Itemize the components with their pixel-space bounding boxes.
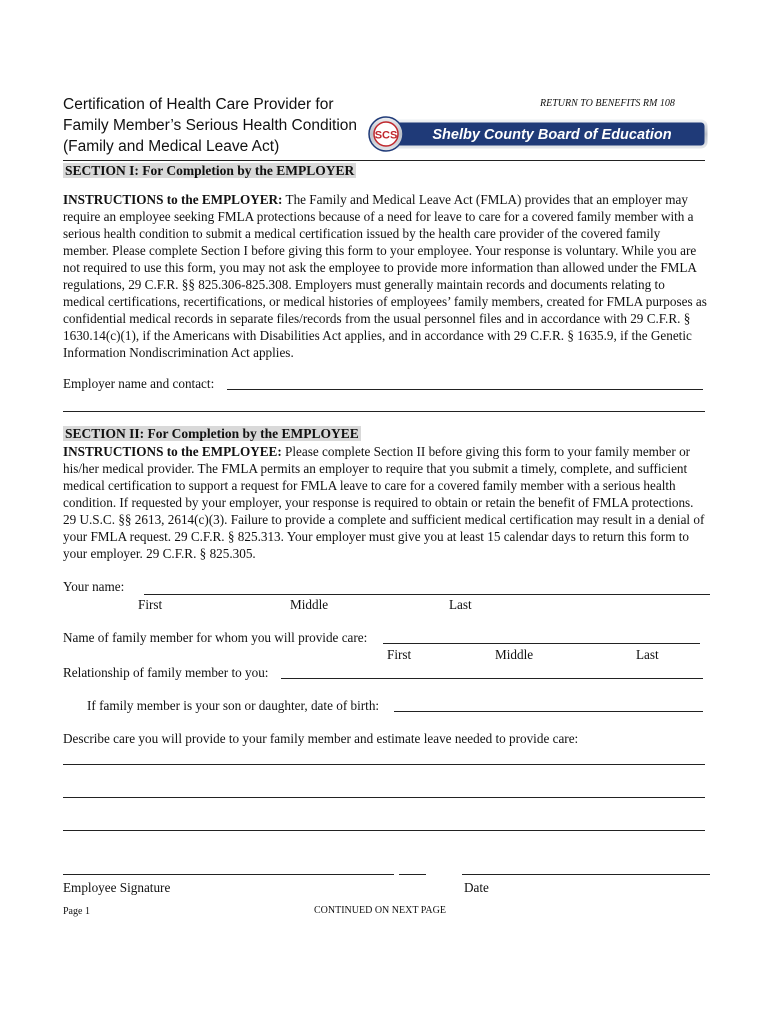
dob-label: If family member is your son or daughter, date of birth: [87, 698, 380, 713]
employer-name-field[interactable] [227, 375, 703, 390]
shelby-county-logo [366, 116, 708, 152]
employee-instructions-text: Please complete Section II before giving this form to your family member or his/her medical provider. The FMLA permits an employer to require that you submit a timely, complete, and sufficient medical certification to support a request for FMLA leave to care for a covered family member with a serious health condition. If requested by your employer, your response is required to obtain or retain the benefit of FMLA protections. 29 U.S.C. §§ 2613, 2614(c)(3). Failure to provide a complete and sufficient medical certification may result in a denial of your FMLA request. 29 C.F.R. § 825.313. Your employer must give you at least 15 calendar days to return this form to your employer. 29 C.F.R. § 825.305. [63, 444, 705, 561]
date-label: Date [464, 880, 489, 895]
section-2-instructions [63, 443, 708, 562]
logo-text: Shelby County Board of Education [432, 127, 672, 143]
signature-date-field[interactable] [462, 860, 710, 875]
title-line-1: Certification of Health Care Provider for [63, 96, 334, 113]
employer-instructions-text: The Family and Medical Leave Act (FMLA) provides that an employer may require an employee seeking FMLA protections because of a need for leave to care for a covered family member with a serious health condition to submit a medical certification issued by the health care provider of the covered family member. Please complete Section I before giving this form to your employee. Your response is voluntary. While you are not required to use this form, you may not ask the employee to provide more information than allowed under the FMLA regulations, 29 C.F.R. §§ 825.306-825.308. Employers must generally maintain records and documents relating to medical certifications, recertifications, or medical histories of employees’ family members, created for FMLA purposes as confidential medical records in separate files/records from the usual personnel files and in accordance with 29 C.F.R. § 1630.14(c)(1), if the Americans with Disabilities Act applies, and in accordance with 29 C.F.R. § 1635.9, if the Genetic Information Nondiscrimination Act applies. [63, 192, 707, 360]
logo-badge-text: SCS [374, 129, 398, 142]
continued-note: CONTINUED ON NEXT PAGE [314, 905, 446, 916]
page-number: Page 1 [63, 906, 90, 917]
family-member-middle-caption: Middle [495, 647, 534, 662]
employee-signature-field[interactable] [63, 860, 394, 875]
care-description-label: Describe care you will provide to your family member and estimate leave needed to provide care: [63, 731, 579, 746]
form-title [63, 94, 357, 157]
care-description-line-1[interactable] [63, 750, 705, 765]
family-member-name-field[interactable] [383, 629, 700, 644]
relationship-label: Relationship of family member to you: [63, 665, 269, 680]
care-description-line-3[interactable] [63, 816, 705, 831]
your-name-field[interactable] [144, 580, 710, 595]
family-member-first-caption: First [387, 647, 412, 662]
employer-instructions-label: INSTRUCTIONS to the EMPLOYER: [63, 192, 283, 207]
section-1-instructions [63, 191, 708, 361]
title-line-3: (Family and Medical Leave Act) [63, 138, 280, 155]
family-member-last-caption: Last [636, 647, 659, 662]
header-rule [63, 160, 705, 161]
dob-field[interactable] [394, 697, 703, 712]
your-name-last-caption: Last [449, 597, 472, 612]
employer-contact-line-2[interactable] [63, 397, 705, 412]
your-name-middle-caption: Middle [290, 597, 329, 612]
family-member-label: Name of family member for whom you will provide care: [63, 630, 368, 645]
employee-instructions-label: INSTRUCTIONS to the EMPLOYEE: [63, 444, 282, 459]
title-line-2: Family Member’s Serious Health Condition [63, 117, 358, 134]
section-1-heading: SECTION I: For Completion by the EMPLOYER [65, 163, 355, 178]
return-note: RETURN TO BENEFITS RM 108 [540, 98, 675, 109]
your-name-first-caption: First [138, 597, 163, 612]
signature-short-line [399, 860, 426, 875]
relationship-field[interactable] [281, 664, 703, 679]
employee-signature-label: Employee Signature [63, 880, 171, 895]
section-2-heading: SECTION II: For Completion by the EMPLOYEE [65, 426, 359, 441]
your-name-label: Your name: [63, 579, 125, 594]
employer-name-label: Employer name and contact: [63, 376, 215, 391]
care-description-line-2[interactable] [63, 783, 705, 798]
